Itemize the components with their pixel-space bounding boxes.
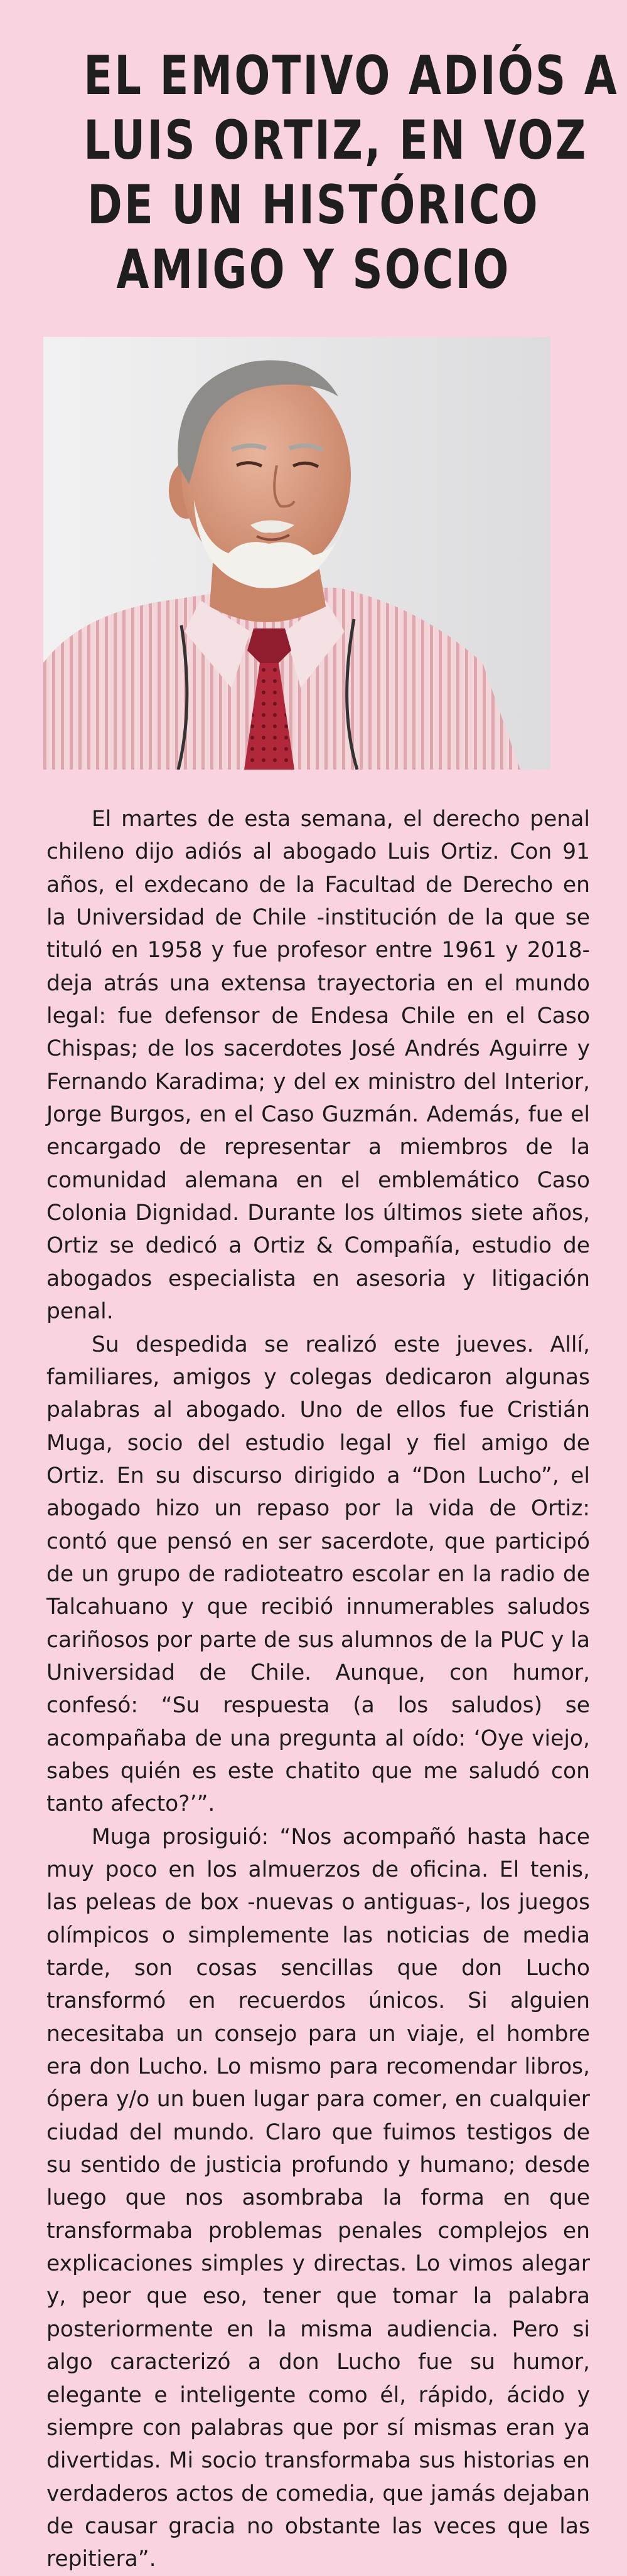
paragraph-1: El martes de esta semana, el derecho penal chileno dijo adiós al abogado Luis Ortiz. Con 91 años, el exdecano de la Facultad de Derecho en la Universidad de Chile -institución de la que se tituló en 1958 y fue profesor entre 1961 y 2018- deja atrás una extensa trayectoria en el mundo legal: fue defensor de Endesa Chile en el Caso Chispas; de los sacerdotes José Andrés Aguirre y Fernando Karadima; y del ex ministro del Interior, Jorge Burgos, en el Caso Guzmán. Además, fue el encargado de representar a miembros de la comunidad alemana en el emblemático Caso Colonia Dignidad. Durante los últimos siete años, Ortiz se dedicó a Ortiz & Compañía, estudio de abogados especialista en asesoria y litigación penal. — [46, 807, 590, 1325]
headline-line-2: LUIS ORTIZ, EN VOZ — [83, 109, 588, 172]
portrait-photo — [43, 337, 550, 770]
article-body — [46, 803, 590, 2576]
headline-line-3: DE UN HISTÓRICO — [87, 174, 540, 236]
headline-line-4: AMIGO Y SOCIO — [116, 238, 511, 301]
headline — [83, 44, 619, 302]
headline-line-1: EL EMOTIVO ADIÓS A — [83, 45, 619, 107]
paragraph-2: Su despedida se realizó este jueves. Allí, familiares, amigos y colegas dedicaron algunas palabras al abogado. Uno de ellos fue Cristián Muga, socio del estudio legal y fiel amigo de Ortiz. En su discurso dirigido a “Don Lucho”, el abogado hizo un repaso por la vida de Ortiz: contó que pensó en ser sacerdote, que participó de un grupo de radioteatro escolar en la radio de Talcahuano y que recibió innumerables saludos cariñosos por parte de sus alumnos de la PUC y la Universidad de Chile. Aunque, con humor, confesó: “Su respuesta (a los saludos) se acompañaba de una pregunta al oído: ‘Oye viejo, sabes quién es este chatito que me saludó con tanto afecto?’”. — [46, 1332, 590, 1817]
paragraph-3: Muga prosiguió: “Nos acompañó hasta hace muy poco en los almuerzos de oficina. El tenis, las peleas de box -nuevas o antiguas-, los juegos olímpicos o simplemente las noticias de media tarde, son cosas sencillas que don Lucho transformó en recuerdos únicos. Si alguien necesitaba un consejo para un viaje, el hombre era don Lucho. Lo mismo para recomendar libros, ópera y/o un buen lugar para comer, en cualquier ciudad del mundo. Claro que fuimos testigos de su sentido de justicia profundo y humano; desde luego que nos asombraba la forma en que transformaba problemas penales complejos en explicaciones simples y directas. Lo vimos alegar y, peor que eso, tener que tomar la palabra posteriormente en la misma audiencia. Pero si algo caracterizó a don Lucho fue su humor, elegante e inteligente como él, rápido, ácido y siempre con palabras que por sí mismas eran ya divertidas. Mi socio transformaba sus historias en verdaderos actos de comedia, que jamás dejaban de causar gracia no obstante las veces que las repitiera”. — [46, 1824, 590, 2572]
